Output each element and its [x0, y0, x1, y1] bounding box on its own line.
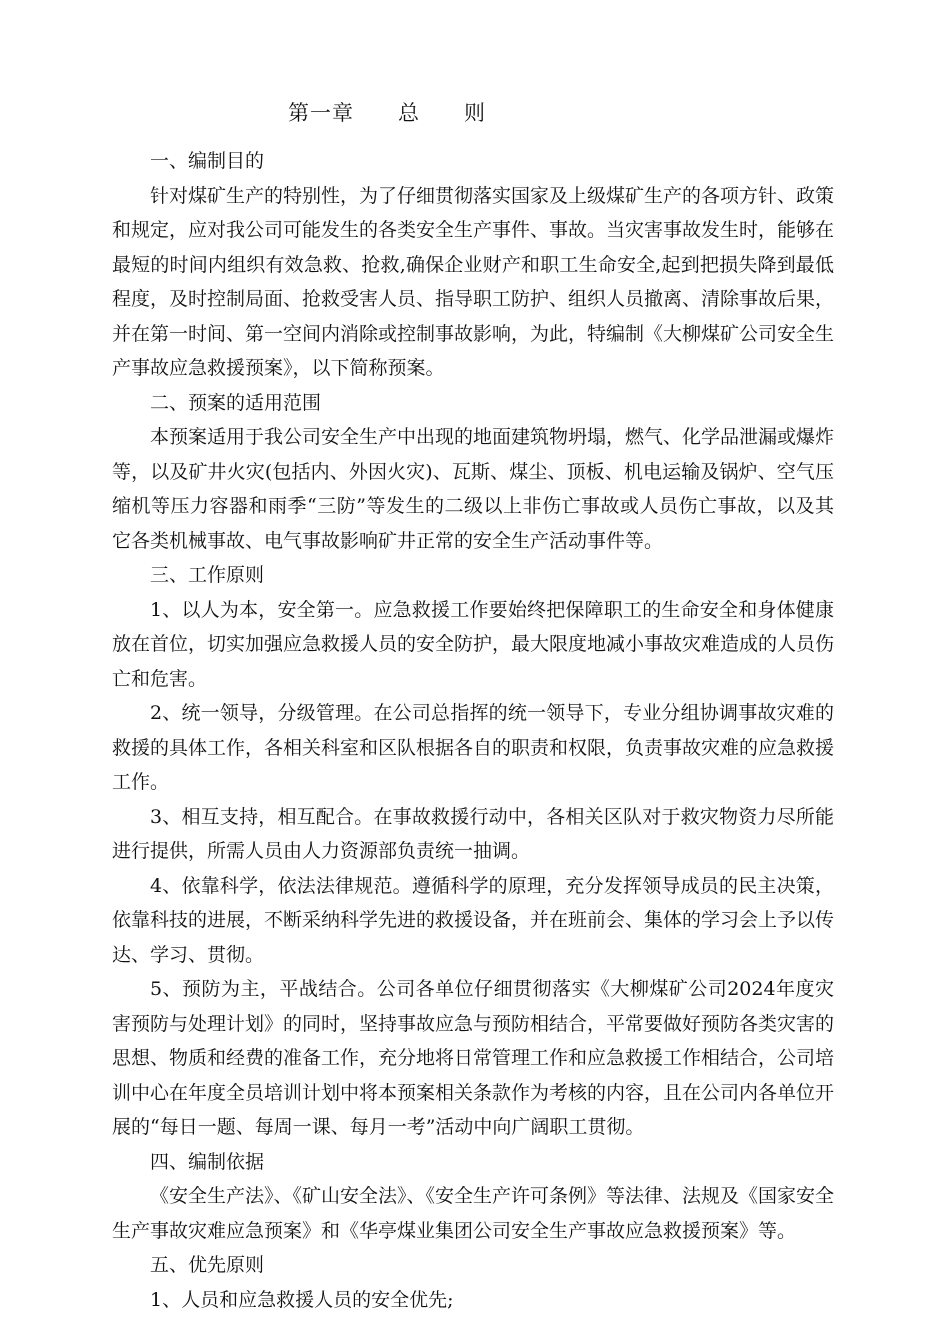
section-heading-purpose: 一、编制目的	[150, 150, 265, 172]
document-body	[112, 144, 834, 1317]
paragraph-scope: 本预案适用于我公司安全生产中出现的地面建筑物坍塌，燃气、化学品泄漏或爆炸等，以及矿井火灾(包括内、外因火灾)、瓦斯、煤尘、顶板、机电运输及锅炉、空气压缩机等压力容器和雨季“三防”等发生的二级以上非伤亡事故或人员伤亡事故，以及其它各类机械事故、电气事故影响矿井正常的安全生产活动事件等。	[112, 426, 835, 552]
paragraph-principle-4: 4、依靠科学，依法法律规范。遵循科学的原理，充分发挥领导成员的民主决策，依靠科技的进展，不断采纳科学先进的救援设备，并在班前会、集体的学习会上予以传达、学习、贯彻。	[112, 874, 835, 966]
paragraph-purpose: 针对煤矿生产的特别性，为了仔细贯彻落实国家及上级煤矿生产的各项方针、政策和规定，应对我公司可能发生的各类安全生产事件、事故。当灾害事故发生时，能够在最短的时间内组织有效急救、抢救,确保企业财产和职工生命安全,起到把损失降到最低程度，及时控制局面、抢救受害人员、指导职工防护、组织人员撤离、清除事故后果，并在第一时间、第一空间内消除或控制事故影响，为此，特编制《大柳煤矿公司安全生产事故应急救援预案》，以下简称预案。	[112, 184, 835, 379]
paragraph-principle-2: 2、统一领导，分级管理。在公司总指挥的统一领导下，专业分组协调事故灾难的救援的具体工作，各相关科室和区队根据各自的职责和权限，负责事故灾难的应急救援工作。	[112, 702, 835, 793]
section-heading-basis: 四、编制依据	[150, 1150, 265, 1173]
paragraph-priority-1: 1、人员和应急救援人员的安全优先;	[150, 1288, 454, 1311]
section-heading-priority: 五、优先原则	[150, 1254, 265, 1276]
section-heading-principles: 三、工作原则	[150, 564, 265, 586]
paragraph-principle-1: 1、以人为本，安全第一。应急救援工作要始终把保障职工的生命安全和身体健康放在首位，切实加强应急救援人员的安全防护，最大限度地减小事故灾难造成的人员伤亡和危害。	[112, 598, 835, 690]
paragraph-principle-5: 5、预防为主，平战结合。公司各单位仔细贯彻落实《大柳煤矿公司2024年度灾害预防与处理计划》的同时，坚持事故应急与预防相结合，平常要做好预防各类灾害的思想、物质和经费的准备工作，充分地将日常管理工作和应急救援工作相结合，公司培训中心在年度全员培训计划中将本预案相关条款作为考核的内容，且在公司内各单位开展的“每日一题、每周一课、每月一考”活动中向广阔职工贯彻。	[112, 978, 835, 1138]
paragraph-basis: 《安全生产法》、《矿山安全法》、《安全生产许可条例》等法律、法规及《国家安全生产事故灾难应急预案》和《华亭煤业集团公司安全生产事故应急救援预案》等。	[112, 1185, 835, 1242]
chapter-title: 第一章 总 则	[288, 101, 486, 125]
section-heading-scope: 二、预案的适用范围	[150, 391, 322, 414]
paragraph-principle-3: 3、相互支持，相互配合。在事故救援行动中，各相关区队对于救灾物资力尽所能进行提供，所需人员由人力资源部负责统一抽调。	[112, 805, 834, 862]
